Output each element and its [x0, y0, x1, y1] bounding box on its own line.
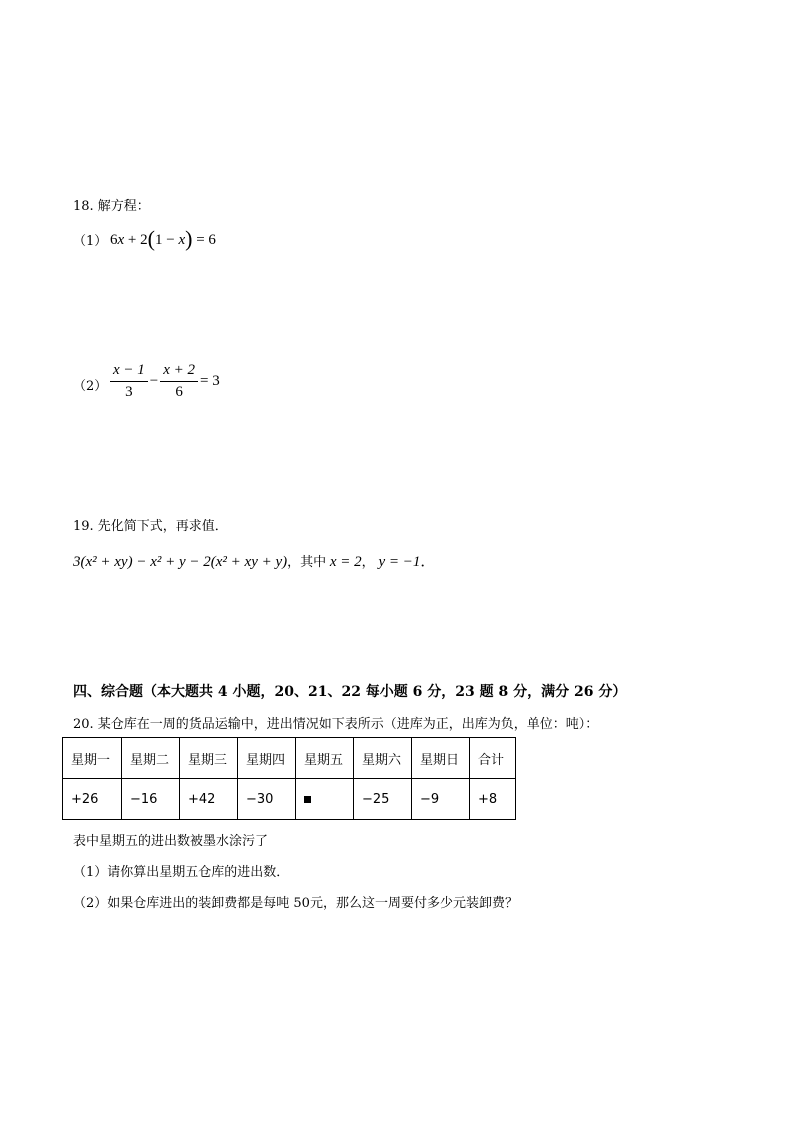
fraction [110, 362, 148, 401]
eq-term: 6 [110, 232, 118, 248]
eq-op: = [200, 372, 209, 389]
q18-part2-label: （2） [73, 379, 108, 394]
q18-part1-equation [110, 226, 216, 252]
eq-op: − [149, 372, 159, 389]
q20-intro: 20. 某仓库在一周的货品运输中，进出情况如下表所示（进库为正，出库为负，单位：吨）： [73, 717, 599, 732]
eq-op: − [166, 232, 175, 248]
table-header-cell: 星期日 [412, 738, 470, 779]
table-header-cell: 星期四 [238, 738, 296, 779]
q18-part1-label: （1） [73, 234, 108, 249]
fraction [160, 362, 198, 401]
q20-sub2: （2）如果仓库进出的装卸费都是每吨 50元，那么这一周要付多少元装卸费？ [73, 896, 518, 911]
q19-condition-y: y = −1 [378, 554, 421, 570]
table-header-cell: 星期一 [63, 738, 122, 779]
q19-condition-x: x = 2 [329, 554, 362, 570]
eq-term: 2 [140, 232, 148, 248]
eq-op: + [127, 232, 137, 248]
q19-period: ． [420, 554, 436, 570]
table-header-cell: 星期六 [354, 738, 412, 779]
q18-title: 18. 解方程： [73, 199, 150, 214]
eq-paren: ( [147, 226, 155, 251]
table-cell: −30 [238, 779, 296, 820]
table-header-cell: 星期二 [122, 738, 180, 779]
eq-term: 1 [154, 232, 163, 248]
q20-table [62, 737, 516, 820]
q19-condition-prefix: ，其中 [287, 554, 327, 569]
table-cell: −25 [354, 779, 412, 820]
table-cell: +26 [63, 779, 122, 820]
q19-comma: ， [361, 554, 375, 569]
q19-expression-line [73, 550, 435, 571]
q19-expression: 3(x² + xy) − x² + y − 2(x² + xy + y) [73, 554, 288, 570]
fraction-numerator: x + 2 [160, 362, 198, 382]
q19-title: 19. 先化简下式，再求值． [73, 519, 228, 534]
eq-paren: ) [185, 226, 193, 251]
eq-var: x [178, 232, 186, 248]
table-cell: −9 [412, 779, 470, 820]
table-header-cell: 星期三 [180, 738, 238, 779]
table-header-row [63, 738, 516, 779]
section-heading: 四、综合题（本大题共 4 小题，20、21、22 每小题 6 分，23 题 8 分，满分 26 分） [73, 684, 627, 700]
table-cell-smudged [296, 779, 354, 820]
eq-rhs: 6 [208, 232, 216, 248]
q20-sub1: （1）请你算出星期五仓库的进出数． [73, 865, 290, 880]
eq-rhs: 3 [212, 372, 220, 389]
fraction-numerator: x − 1 [110, 362, 148, 382]
fraction-denominator: 6 [175, 384, 183, 400]
table-row [63, 779, 516, 820]
table-cell: +8 [470, 779, 516, 820]
ink-smudge-icon [304, 796, 311, 803]
table-cell: −16 [122, 779, 180, 820]
q18-part2-equation [108, 362, 220, 401]
q20-note: 表中星期五的进出数被墨水涂污了 [73, 834, 269, 849]
table-header-cell: 星期五 [296, 738, 354, 779]
fraction-denominator: 3 [125, 384, 133, 400]
table-cell: +42 [180, 779, 238, 820]
table-header-cell: 合计 [470, 738, 516, 779]
eq-var: x [117, 232, 125, 248]
eq-op: = [196, 232, 205, 248]
